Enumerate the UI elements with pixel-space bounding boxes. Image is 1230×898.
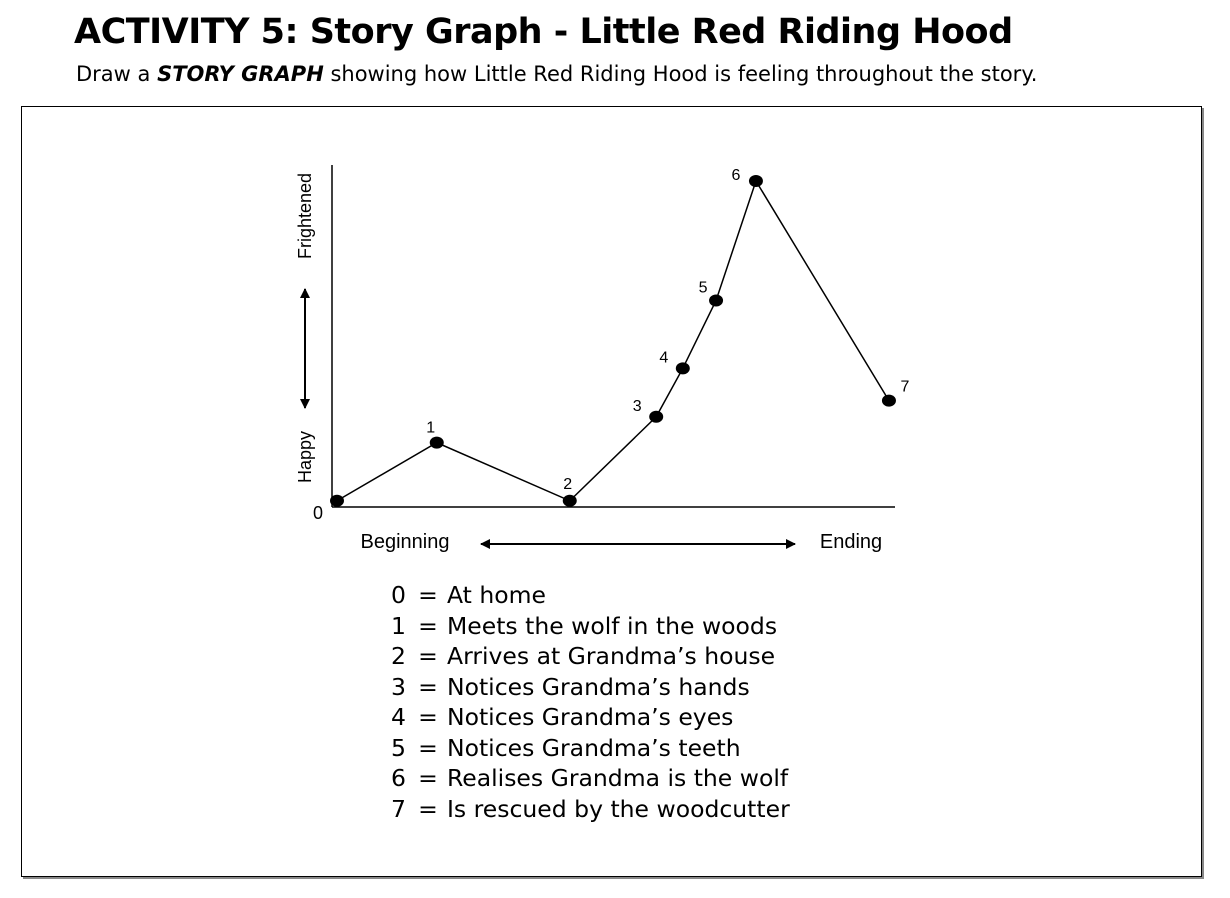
legend-equals: = — [418, 764, 438, 792]
point-label: 7 — [900, 378, 910, 396]
legend-key: 2 — [391, 642, 406, 670]
legend-key: 3 — [391, 672, 406, 701]
story-point — [709, 295, 723, 307]
legend-text: Notices Grandma’s teeth — [447, 733, 741, 762]
story-point — [649, 411, 663, 423]
legend-key: 6 — [391, 764, 406, 792]
origin-label: 0 — [312, 503, 324, 523]
legend-text: Realises Grandma is the wolf — [447, 764, 789, 792]
legend-equals: = — [418, 733, 438, 762]
event-legend — [391, 580, 790, 824]
legend-text: Arrives at Grandma’s house — [447, 642, 776, 670]
legend-item — [391, 733, 790, 764]
legend-equals: = — [418, 794, 438, 823]
legend-text: Notices Grandma’s eyes — [447, 703, 734, 731]
point-label: 1 — [426, 419, 436, 437]
legend-equals: = — [418, 581, 438, 609]
legend-key: 1 — [391, 611, 406, 640]
instructions-suffix: showing how Little Red Riding Hood is feeling throughout the story. — [323, 62, 1038, 86]
legend-key: 7 — [391, 794, 406, 823]
story-point — [882, 395, 896, 407]
legend-text: At home — [447, 581, 546, 609]
legend-item — [391, 580, 790, 611]
legend-item — [391, 641, 790, 672]
legend-equals: = — [418, 642, 438, 670]
instructions-prefix: Draw a — [76, 62, 158, 86]
x-label-ending: Ending — [819, 531, 883, 553]
legend-equals: = — [418, 611, 438, 640]
legend-text: Notices Grandma’s hands — [447, 672, 750, 701]
legend-equals: = — [418, 703, 438, 731]
point-label: 4 — [659, 349, 669, 367]
point-label: 3 — [632, 397, 642, 415]
story-point — [430, 437, 444, 449]
y-label-frightened: Frightened — [295, 172, 315, 260]
legend-key: 0 — [391, 581, 406, 609]
legend-key: 5 — [391, 733, 406, 762]
legend-text: Is rescued by the woodcutter — [447, 794, 790, 823]
legend-item — [391, 702, 790, 733]
instructions-emphasis: STORY GRAPH — [157, 62, 324, 86]
x-label-beginning: Beginning — [360, 531, 450, 553]
legend-item — [391, 763, 790, 794]
story-line — [337, 181, 889, 501]
point-label: 5 — [698, 279, 708, 297]
point-label: 6 — [731, 167, 741, 184]
y-label-happy: Happy — [295, 430, 315, 484]
point-label: 2 — [563, 475, 573, 493]
story-point — [749, 175, 763, 187]
story-point — [676, 362, 690, 374]
legend-text: Meets the wolf in the woods — [447, 611, 778, 640]
legend-item — [391, 672, 790, 703]
story-point — [330, 495, 344, 507]
legend-key: 4 — [391, 703, 406, 731]
legend-equals: = — [418, 672, 438, 701]
legend-item — [391, 794, 790, 825]
page-title: ACTIVITY 5: Story Graph - Little Red Riding Hood — [74, 12, 1013, 52]
story-point — [563, 495, 577, 507]
legend-item — [391, 611, 790, 642]
